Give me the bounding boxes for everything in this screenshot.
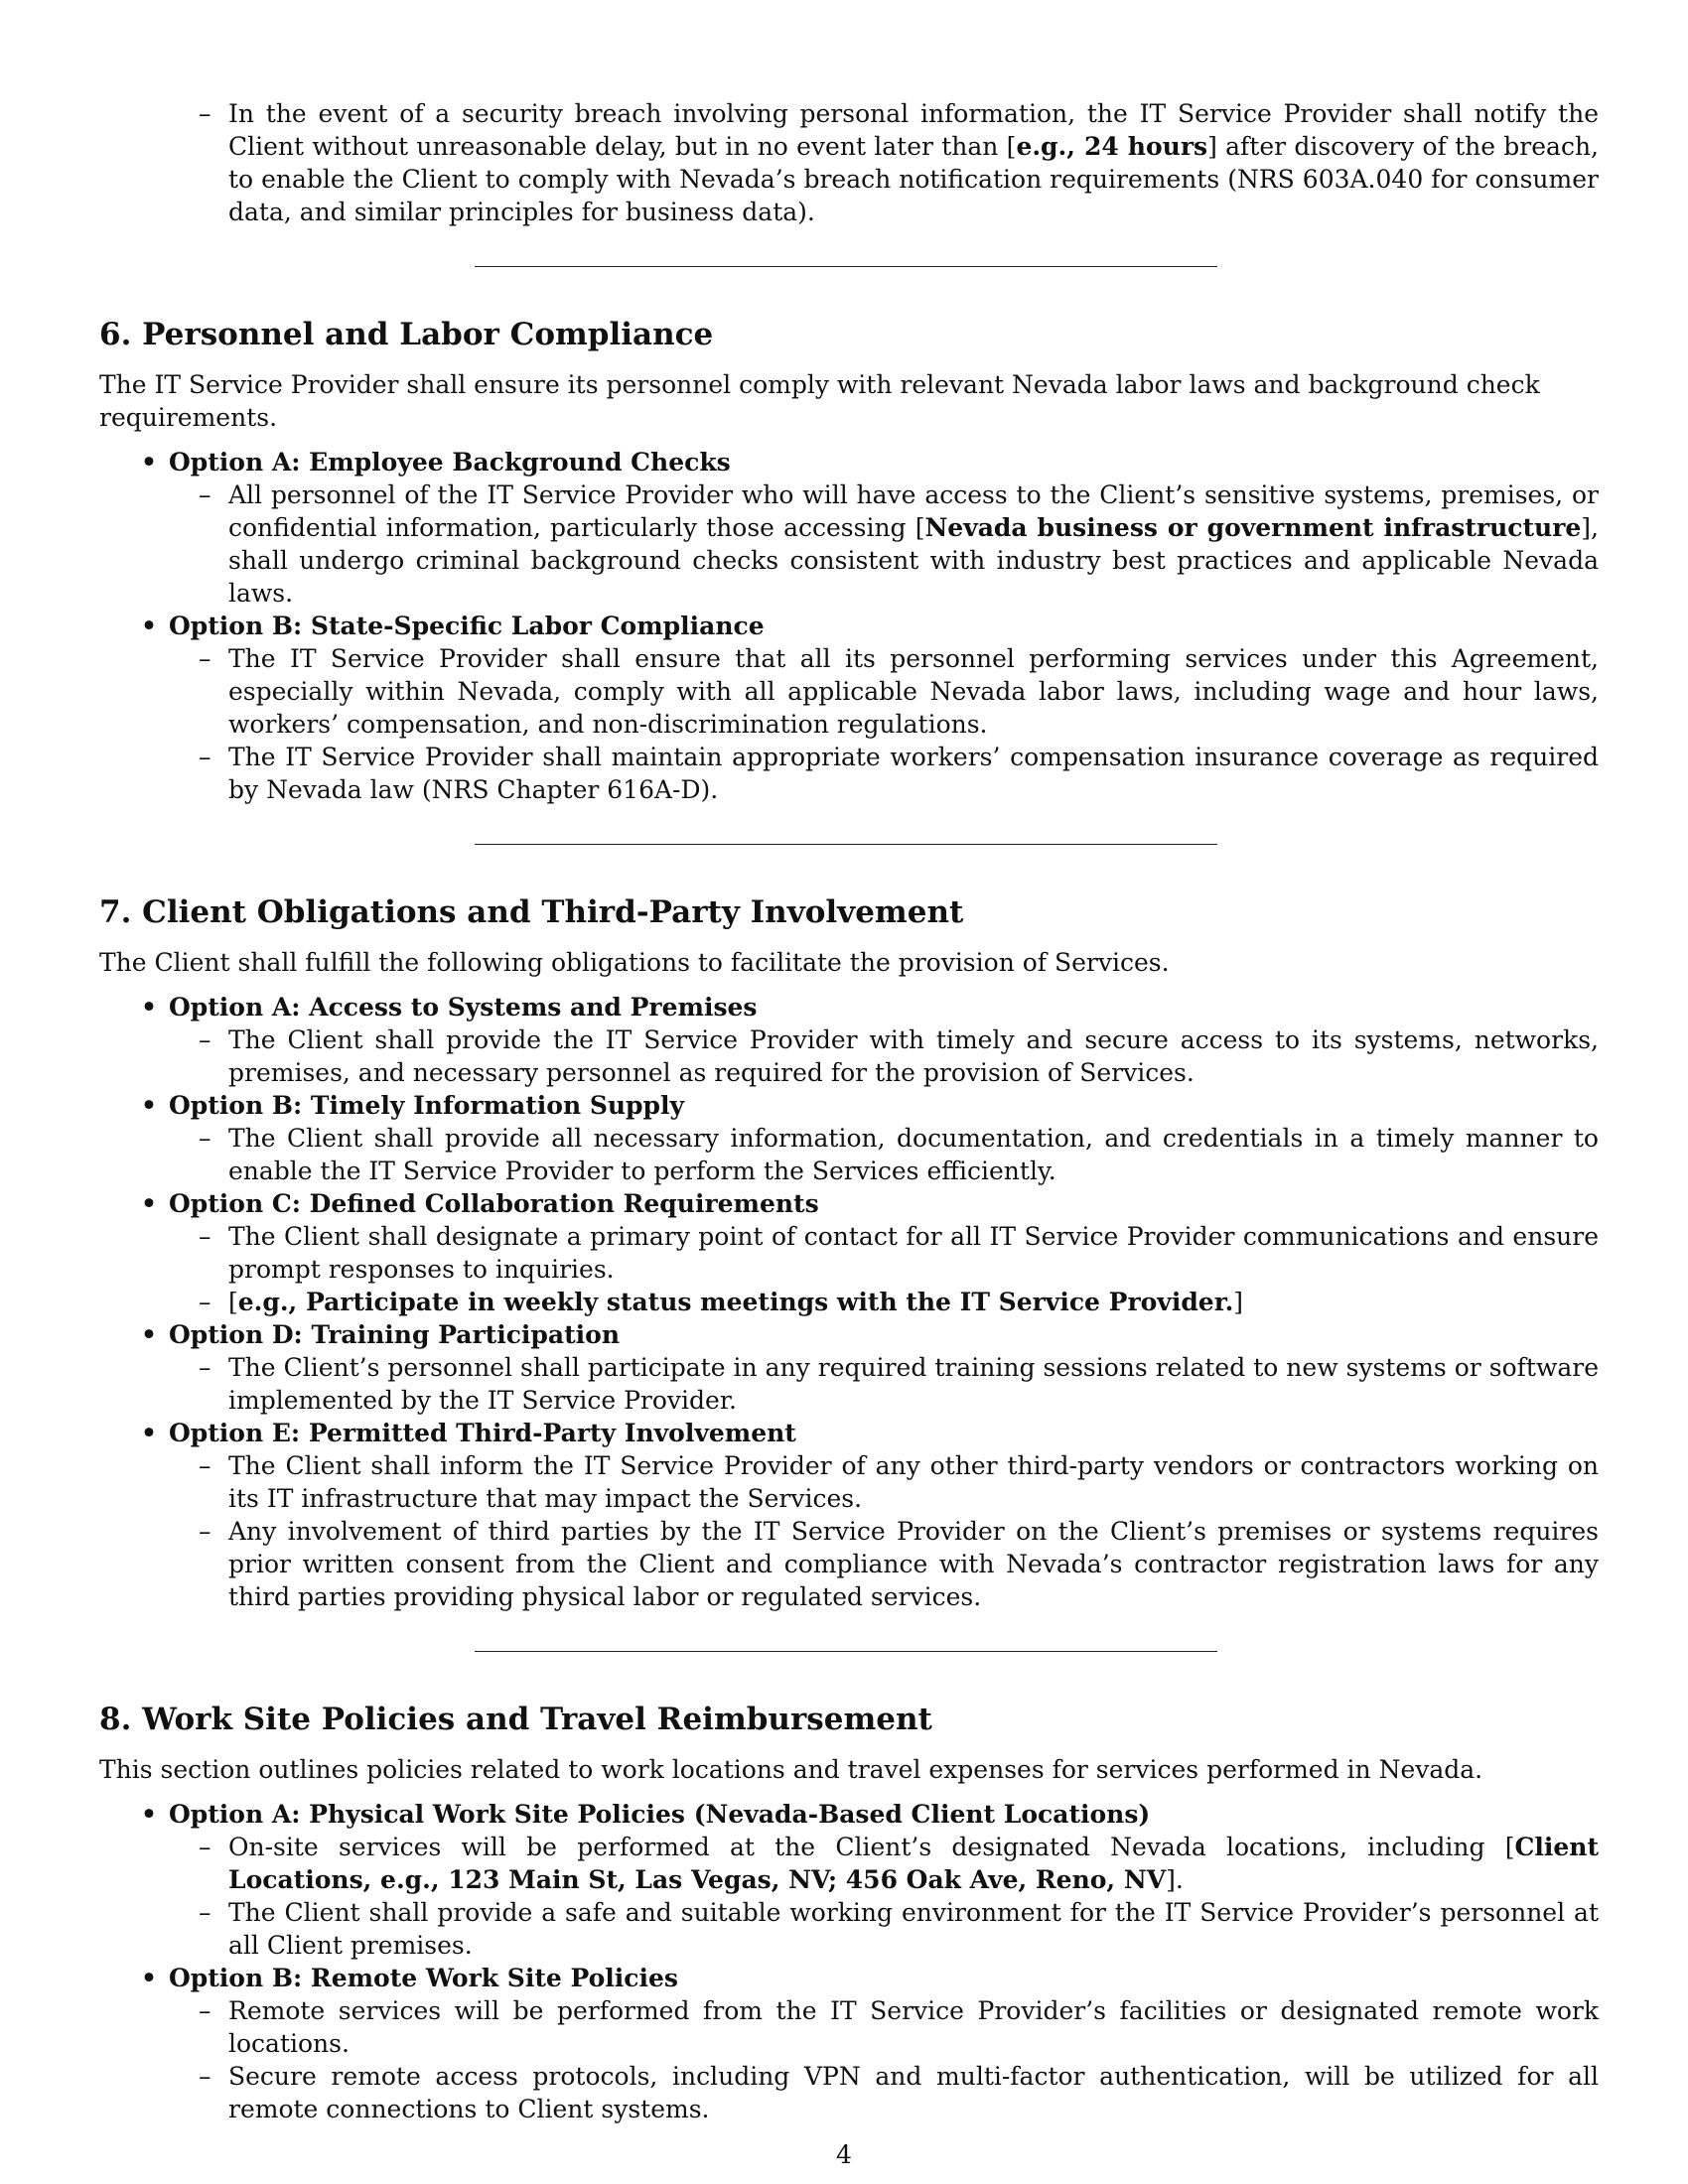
s6-option-b: • Option B: State-Specific Labor Compliance — [99, 610, 1599, 642]
section-6-intro: The IT Service Provider shall ensure its personnel comply with relevant Nevada labor laws and background check requirements. — [99, 370, 1540, 432]
section-divider — [475, 844, 1217, 845]
section-7-heading: 7. Client Obligations and Third-Party Involvement — [99, 894, 964, 930]
s7-option-b-item: – The Client shall provide all necessary information, documentation, and credentials in a timely manner to enable the IT Service Provider to perform the Services efficiently. — [99, 1122, 1599, 1187]
s8-option-a: • Option A: Physical Work Site Policies (Nevada-Based Client Locations) — [99, 1798, 1599, 1831]
s6-option-a-item: – All personnel of the IT Service Provider who will have access to the Client’s sensitive systems, premises, or confidential information, particularly those accessing [Nevada business or government infrastructure], shall undergo criminal background checks consistent with industry best practices and applicable Nevada laws. — [99, 478, 1599, 610]
page-number: 4 — [836, 2140, 852, 2169]
s6-option-b-item-2: – The IT Service Provider shall maintain appropriate workers’ compensation insurance coverage as required by Nevada law (NRS Chapter 616A-D). — [99, 741, 1599, 806]
section-7-intro: The Client shall fulfill the following obligations to facilitate the provision of Services. — [99, 948, 1170, 977]
s6-option-b-item-1: – The IT Service Provider shall ensure that all its personnel performing services under this Agreement, especially within Nevada, comply with all applicable Nevada labor laws, including wage and hour laws, workers’ compensation, and non-discrimination regulations. — [99, 642, 1599, 741]
s7-option-a-item: – The Client shall provide the IT Service Provider with timely and secure access to its systems, networks, premises, and necessary personnel as required for the provision of Services. — [99, 1024, 1599, 1089]
section-divider — [475, 266, 1217, 267]
s7-option-b: • Option B: Timely Information Supply — [99, 1089, 1599, 1122]
section-6-heading: 6. Personnel and Labor Compliance — [99, 317, 714, 352]
s7-option-d-item: – The Client’s personnel shall participate in any required training sessions related to new systems or software implemented by the IT Service Provider. — [99, 1351, 1599, 1417]
s7-option-a: • Option A: Access to Systems and Premises — [99, 991, 1599, 1024]
s8-option-a-item-2: – The Client shall provide a safe and suitable working environment for the IT Service Provider’s personnel at all Client premises. — [99, 1896, 1599, 1962]
s8-option-b: • Option B: Remote Work Site Policies — [99, 1962, 1599, 1994]
s7-option-d: • Option D: Training Participation — [99, 1318, 1599, 1351]
section-8-heading: 8. Work Site Policies and Travel Reimbursement — [99, 1702, 932, 1737]
s7-option-e-item-1: – The Client shall inform the IT Service Provider of any other third-party vendors or contractors working on its IT infrastructure that may impact the Services. — [99, 1449, 1599, 1515]
s7-option-e-item-2: – Any involvement of third parties by the IT Service Provider on the Client’s premises or systems requires prior written consent from the Client and compliance with Nevada’s contractor registration laws for any third parties providing physical labor or regulated services. — [99, 1515, 1599, 1613]
section-divider — [475, 1651, 1217, 1652]
s8-option-a-item-1: – On-site services will be performed at the Client’s designated Nevada locations, including [Client Locations, e.g., 123 Main St, Las Vegas, NV; 456 Oak Ave, Reno, NV]. — [99, 1831, 1599, 1896]
breach-notification-item: – In the event of a security breach involving personal information, the IT Service Provider shall notify the Client without unreasonable delay, but in no event later than [e.g., 24 hours] after discovery of the breach, to enable the Client to comply with Nevada’s breach notification requirements (NRS 603A.040 for consumer data, and similar principles for business data). — [99, 97, 1599, 228]
document-page — [99, 97, 1599, 2125]
s8-option-b-item-2: – Secure remote access protocols, including VPN and multi-factor authentication, will be utilized for all remote connections to Client systems. — [99, 2060, 1599, 2125]
section-8-intro: This section outlines policies related to work locations and travel expenses for services performed in Nevada. — [99, 1755, 1483, 1784]
s7-option-e: • Option E: Permitted Third-Party Involvement — [99, 1417, 1599, 1449]
s6-option-a: • Option A: Employee Background Checks — [99, 446, 1599, 478]
s7-option-c: • Option C: Defined Collaboration Requirements — [99, 1187, 1599, 1220]
s7-option-c-item-2: – [e.g., Participate in weekly status meetings with the IT Service Provider.] — [99, 1286, 1599, 1318]
s7-option-c-item-1: – The Client shall designate a primary point of contact for all IT Service Provider communications and ensure prompt responses to inquiries. — [99, 1220, 1599, 1286]
s8-option-b-item-1: – Remote services will be performed from the IT Service Provider’s facilities or designated remote work locations. — [99, 1994, 1599, 2060]
